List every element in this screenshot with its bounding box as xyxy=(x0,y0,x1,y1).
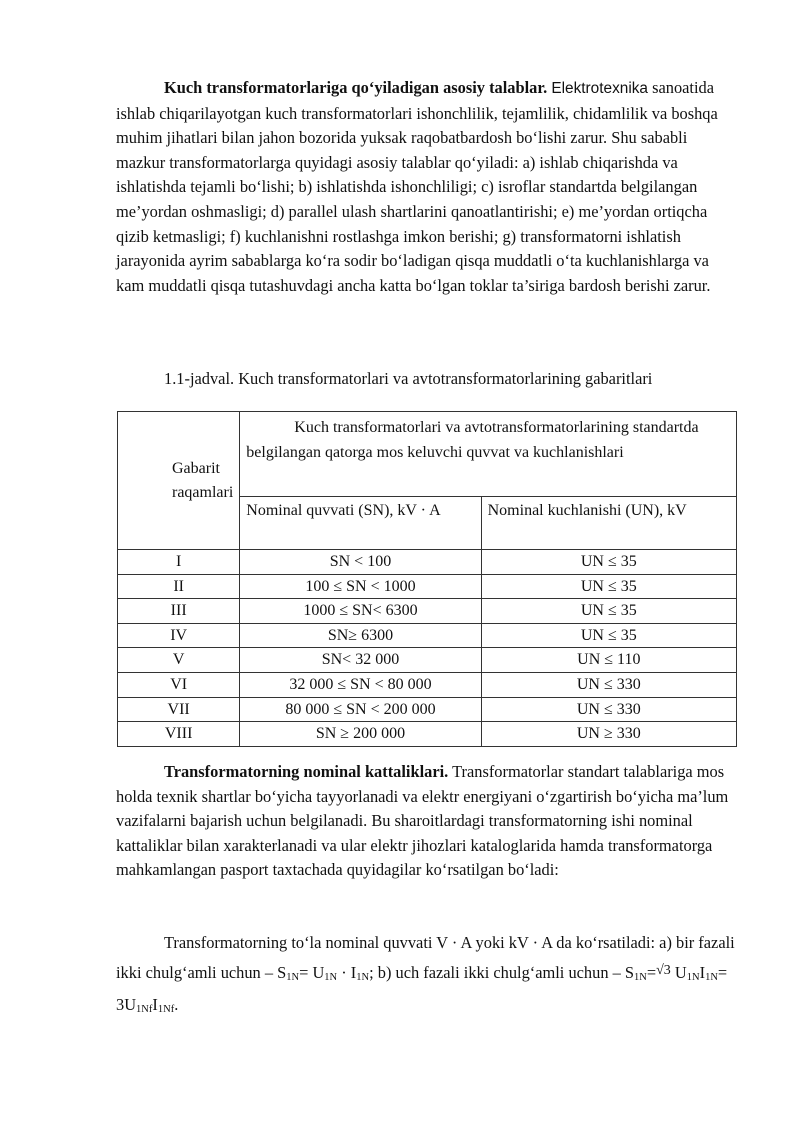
cell-gabarit: VI xyxy=(118,672,240,697)
cell-power: 1000 ≤ SN< 6300 xyxy=(240,599,481,624)
cell-voltage: UN ≤ 110 xyxy=(481,648,736,673)
header-gabarit xyxy=(118,412,240,550)
subscript: 1N xyxy=(705,971,718,983)
paragraph-power-formula: Transformatorning to‘la nominal quvvati V · A yoki kV · A da ko‘rsatiladi: a) bir fazali ikki chulg‘amli uchun – S1N= U1N · I1N; b) uch fazali ikki chulg‘amli uchun – S1N=√3 U1NI1N= 3U1NfI1Nf. xyxy=(116,933,735,1015)
gabarit-table xyxy=(117,411,737,747)
table-row xyxy=(118,697,737,722)
cell-power: SN < 100 xyxy=(240,550,481,575)
table-row xyxy=(118,722,737,747)
table-row xyxy=(118,672,737,697)
cell-voltage: UN ≤ 330 xyxy=(481,697,736,722)
subscript: 1N xyxy=(686,971,700,983)
table-row xyxy=(118,648,737,673)
cell-power: SN ≥ 200 000 xyxy=(240,722,481,747)
paragraph-heading: Transformatorning nominal kattaliklari. xyxy=(164,762,449,781)
subscript: 1Nf xyxy=(136,1004,153,1015)
subscript: 1N xyxy=(324,971,338,983)
cell-gabarit: I xyxy=(118,550,240,575)
cell-power: SN< 32 000 xyxy=(240,648,481,673)
formula-dot: · I xyxy=(337,962,357,982)
table-header-row xyxy=(118,412,737,497)
table-row xyxy=(118,599,737,624)
subscript: 1N xyxy=(356,971,370,983)
cell-gabarit: VIII xyxy=(118,722,240,747)
cell-gabarit: V xyxy=(118,648,240,673)
paragraph-text: Transformatorlar standart talablariga mos holda texnik shartlar bo‘yicha tayyorlanadi va elektr energiyani o‘zgartirish bo‘yicha ma’lum vazifalarni bajarish uchun belgilanadi. Bu sharoitlardagi transformatorning ishi nominal kattaliklar bilan xarakterlanadi va ular elektr jihozlari kataloglarida hamda transformatorga mahkamlangan pasport taxtachada quyidagilar ko‘rsatilgan bo‘ladi: xyxy=(116,762,729,880)
table-caption: 1.1-jadval. Kuch transformatorlari va avtotransformatorlarining gabaritlari xyxy=(164,369,653,388)
table-row xyxy=(118,574,737,599)
formula-u: U xyxy=(670,962,687,982)
header-voltage: Nominal kuchlanishi (UN), kV xyxy=(481,497,736,550)
header-gabarit-label: Gabarit raqamlari xyxy=(172,459,234,501)
cell-voltage: UN ≥ 330 xyxy=(481,722,736,747)
cell-voltage: UN ≤ 35 xyxy=(481,574,736,599)
cell-power: 32 000 ≤ SN < 80 000 xyxy=(240,672,481,697)
cell-voltage: UN ≤ 35 xyxy=(481,623,736,648)
paragraph-text: sanoatida ishlab chiqarilayotgan kuch transformatorlari ishonchlilik, tejamlilik, chidamlilik va boshqa muhim jihatlari bilan jahon bozorida yuksak raqobatbardosh bo‘lishi zarur. Shu sababli mazkur transformatorlarga quyidagi asosiy talablar qo‘yiladi: a) ishlab chiqarishda va ishlatishda tejamli bo‘lishi; b) ishlatishda ishonchliligi; c) isroflar standartda belgilangan me’yordan oshmasligi; d) parallel ulash shartlarini qanoatlantirishi; e) me’yordan ortiqcha qizib ketmasligi; f) kuchlanishni rostlashga imkon berishi; g) transformatorni ishlatish jarayonida ayrim sabablarga ko‘ra sodir bo‘ladigan qisqa muddatli o‘ta kuchlanishlarga va kam muddatli qisqa tutashuvdagi ancha katta bo‘lgan toklar ta’siriga bardosh berishi zarur. xyxy=(116,78,718,295)
subscript: 1Nf xyxy=(157,1004,175,1015)
subscript: 1N xyxy=(286,971,300,983)
formula-text-2: ; b) uch fazali ikki chulg‘amli uchun – S xyxy=(369,962,635,982)
formula-eq: = U xyxy=(299,962,325,982)
paragraph-requirements xyxy=(116,76,738,298)
cell-power: SN≥ 6300 xyxy=(240,623,481,648)
formula-end: . xyxy=(174,995,179,1014)
cell-gabarit: VII xyxy=(118,697,240,722)
cell-gabarit: II xyxy=(118,574,240,599)
paragraph-text-sans: Elektrotexnika xyxy=(551,80,648,97)
paragraph-heading: Kuch transformatorlariga qo‘yiladigan asosiy talablar. xyxy=(164,78,548,97)
table-row xyxy=(118,623,737,648)
header-main xyxy=(240,412,737,497)
subscript: 1N xyxy=(634,971,647,983)
formula-text-1: Transformatorning to‘la nominal quvvati V · A yoki kV · A da ko‘rsatiladi: a) bir fazali ikki chulg‘amli uchun – S xyxy=(116,933,735,982)
cell-gabarit: III xyxy=(118,599,240,624)
table-row xyxy=(118,550,737,575)
cell-power: 100 ≤ SN < 1000 xyxy=(240,574,481,599)
formula-i: I xyxy=(152,995,158,1014)
header-main-label: Kuch transformatorlari va avtotransformatorlarining standartda belgilangan qatorga mos keluvchi quvvat va kuchlanishlari xyxy=(246,419,699,461)
cell-gabarit: IV xyxy=(118,623,240,648)
cell-voltage: UN ≤ 330 xyxy=(481,672,736,697)
cell-power: 80 000 ≤ SN < 200 000 xyxy=(240,697,481,722)
cell-voltage: UN ≤ 35 xyxy=(481,550,736,575)
sqrt-symbol: √3 xyxy=(656,962,671,978)
cell-voltage: UN ≤ 35 xyxy=(481,599,736,624)
formula-eq3: = 3U xyxy=(116,962,728,1014)
formula-i: I xyxy=(699,962,706,982)
paragraph-nominal xyxy=(116,760,738,883)
header-power: Nominal quvvati (SN), kV · A xyxy=(240,497,481,550)
